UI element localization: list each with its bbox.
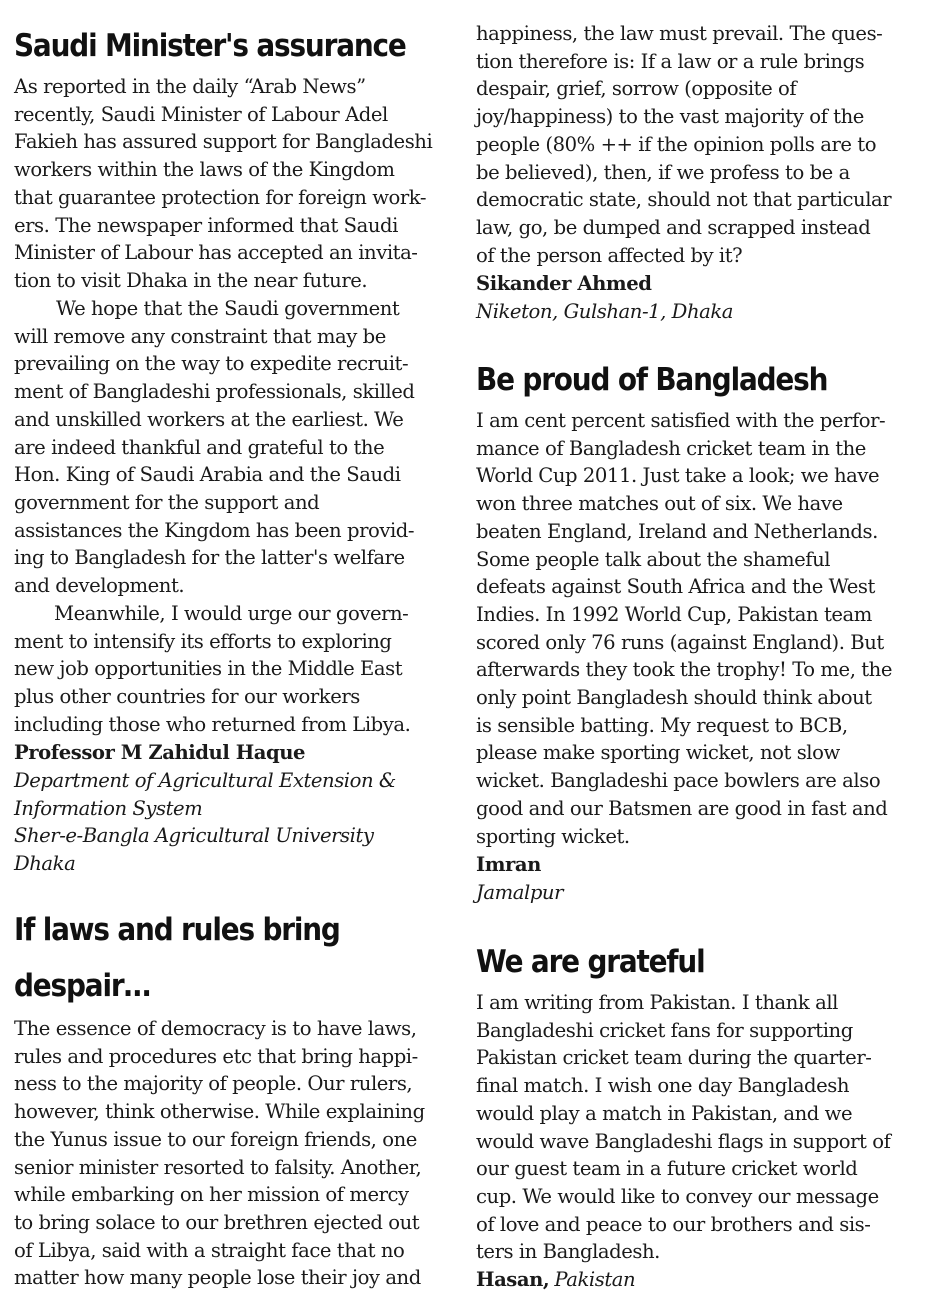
text-line: of Libya, said with a straight face that no [14, 1238, 405, 1262]
text-line: beaten England, Ireland and Netherlands. [476, 519, 878, 543]
text-line: will remove any constraint that may be [14, 324, 386, 348]
text-line: to bring solace to our brethren ejected out [14, 1210, 420, 1234]
text-line: is sensible batting. My request to BCB, [476, 713, 848, 737]
text-line: cup. We would like to convey our message [476, 1184, 879, 1208]
text-line: We hope that the Saudi government [56, 297, 400, 320]
text-line: the Yunus issue to our foreign friends, one [14, 1127, 417, 1151]
headline-grateful: We are grateful [476, 944, 705, 980]
text-line: be believed), then, if we profess to be a [476, 160, 850, 184]
text-line: prevailing on the way to expedite recruit- [14, 352, 409, 376]
grateful-signature-line [476, 1266, 635, 1294]
text-line: won three matches out of six. We have [476, 492, 843, 516]
text-line: democratic state, should not that particular [476, 188, 892, 212]
text-line: assistances the Kingdom has been provid- [14, 518, 415, 542]
text-line: and unskilled workers at the earliest. We [14, 407, 404, 431]
text-line: please make sporting wicket, not slow [476, 741, 840, 765]
text-line: happiness, the law must prevail. The ques- [476, 22, 883, 45]
laws-affiliation: Niketon, Gulshan-1, Dhaka [476, 300, 733, 323]
text-line: scored only 76 runs (against England). But [476, 630, 884, 654]
text-line: including those who returned from Libya. [14, 712, 411, 736]
headline-proud: Be proud of Bangladesh [476, 362, 828, 398]
text-line: As reported in the daily “Arab News” [14, 75, 366, 98]
text-line: good and our Batsmen are good in fast and [476, 796, 888, 820]
text-line: would wave Bangladeshi flags in support of [476, 1129, 891, 1153]
text-line: mance of Bangladesh cricket team in the [476, 436, 866, 460]
text-line: matter how many people lose their joy and [14, 1266, 421, 1290]
saudi-paragraph-1 [14, 73, 432, 295]
text-line: World Cup 2011. Just take a look; we have [476, 464, 880, 488]
proud-signature: Imran [476, 853, 541, 876]
text-line: ing to Bangladesh for the latter's welfare [14, 546, 405, 570]
text-line: and development. [14, 574, 185, 598]
text-line: Some people talk about the shameful [476, 547, 831, 571]
text-line: workers within the laws of the Kingdom [14, 158, 395, 182]
text-line: final match. I wish one day Bangladesh [476, 1074, 850, 1098]
proud-paragraph-1 [476, 407, 892, 850]
text-line: rules and procedures etc that bring happi- [14, 1044, 418, 1068]
text-line: however, think otherwise. While explaining [14, 1100, 425, 1124]
letter-saudi [14, 28, 452, 64]
text-line: Pakistan cricket team during the quarter- [476, 1046, 872, 1070]
text-line: Sher-e-Bangla Agricultural University [14, 824, 374, 848]
text-line: ers. The newspaper informed that Saudi [14, 213, 398, 237]
saudi-affiliation [14, 767, 396, 878]
proud-affiliation: Jamalpur [476, 881, 563, 904]
laws-signature: Sikander Ahmed [476, 272, 652, 295]
text-line: senior minister resorted to falsity. Another, [14, 1155, 422, 1179]
text-line: defeats against South Africa and the West [476, 575, 875, 599]
letter-laws [14, 912, 376, 948]
text-line: plus other countries for our workers [14, 685, 360, 709]
text-line: of love and peace to our brothers and sis- [476, 1212, 871, 1236]
text-line: ment of Bangladeshi professionals, skilled [14, 380, 415, 404]
text-line: despair, grief, sorrow (opposite of [476, 77, 797, 101]
text-line: would play a match in Pakistan, and we [476, 1101, 853, 1125]
text-line: law, go, be dumped and scrapped instead [476, 215, 871, 239]
text-line: while embarking on her mission of mercy [14, 1183, 409, 1207]
text-line: Hon. King of Saudi Arabia and the Saudi [14, 463, 401, 487]
saudi-paragraph-2 [14, 295, 414, 600]
text-line: are indeed thankful and grateful to the [14, 435, 385, 459]
text-line: Fakieh has assured support for Bangladeshi [14, 130, 433, 154]
text-line: ters in Bangladesh. [476, 1240, 660, 1264]
text-line: I am writing from Pakistan. I thank all [476, 991, 838, 1014]
saudi-signature: Professor M Zahidul Haque [14, 741, 306, 764]
text-line: ment to intensify its efforts to exploring [14, 629, 392, 653]
text-line: only point Bangladesh should think about [476, 686, 872, 710]
text-line: recently, Saudi Minister of Labour Adel [14, 102, 388, 126]
text-line: joy/happiness) to the vast majority of the [476, 105, 864, 129]
text-line: that guarantee protection for foreign work- [14, 185, 427, 209]
text-line: of the person affected by it? [476, 243, 743, 267]
headline-laws-line-2: despair… [14, 968, 151, 1004]
text-line: sporting wicket. [476, 824, 630, 848]
laws-paragraph-1-continued [476, 20, 891, 269]
text-line: Dhaka [14, 852, 76, 876]
text-line: Information System [14, 796, 203, 820]
headline-laws-line-1: If laws and rules bring [14, 912, 340, 948]
saudi-paragraph-3 [14, 600, 410, 739]
text-line: new job opportunities in the Middle East [14, 657, 403, 681]
text-line: people (80% ++ if the opinion polls are to [476, 132, 877, 156]
text-line: ness to the majority of people. Our rulers, [14, 1072, 413, 1096]
laws-paragraph-1 [14, 1015, 425, 1292]
text-line: tion therefore is: If a law or a rule brings [476, 49, 865, 73]
letter-proud [476, 362, 866, 398]
text-line: our guest team in a future cricket world [476, 1157, 858, 1181]
text-line: I am cent percent satisfied with the perfor- [476, 409, 886, 432]
text-line: afterwards they took the trophy! To me, the [476, 658, 892, 682]
grateful-paragraph-1 [476, 989, 890, 1266]
grateful-affiliation: Pakistan [554, 1268, 636, 1291]
text-line: The essence of democracy is to have laws, [14, 1017, 417, 1040]
letter-laws-headline-2-wrap [14, 968, 165, 1004]
headline-saudi: Saudi Minister's assurance [14, 28, 406, 64]
text-line: Minister of Labour has accepted an invita- [14, 241, 418, 265]
text-line: Indies. In 1992 World Cup, Pakistan team [476, 602, 872, 626]
text-line: Meanwhile, I would urge our govern- [54, 602, 409, 625]
text-line: Department of Agricultural Extension & [14, 769, 396, 792]
text-line: government for the support and [14, 490, 320, 514]
letter-grateful [476, 944, 730, 980]
grateful-signature: Hasan, [476, 1268, 550, 1291]
text-line: Bangladeshi cricket fans for supporting [476, 1018, 853, 1042]
text-line: tion to visit Dhaka in the near future. [14, 268, 368, 292]
text-line: wicket. Bangladeshi pace bowlers are also [476, 769, 881, 793]
